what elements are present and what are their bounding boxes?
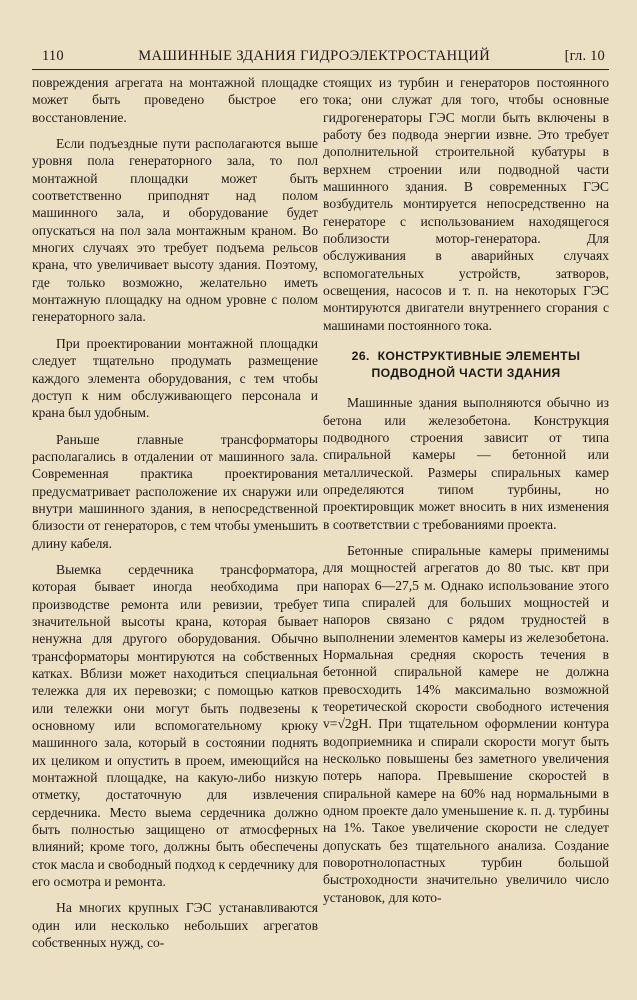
section-heading — [323, 348, 609, 382]
paragraph: стоящих из турбин и генераторов постоянного тока; они служат для того, чтобы основные гидрогенераторы ГЭС могли быть включены в работу без подвода энергии извне. Это требует дополнительной строительной кубатуры в верхнем строении или подводной части машинного здания. В современных ГЭС возбудитель монтируется непосредственно на генераторе с использованием находящегося поблизости мотор-генератора. Для обслуживания в аварийных случаях вспомогательных устройств, затворов, освещения, насосов и т. п. на некоторых ГЭС монтируются двигатели внутреннего сгорания с машинами постоянного тока. — [323, 75, 609, 333]
paragraph: Бетонные спиральные камеры применимы для мощностей агрегатов до 80 тыс. квт при напорах 6—27,5 м. Однако использование этого типа спиралей для больших мощностей и напоров связано с рядом трудностей в выполнении элементов камеры из железобетона. Нормальная средняя скорость течения в бетонной спиральной камере не должна превосходить 14% максимально возможной теоретической скорости свободного истечения v=√2gH. При тщательном оформлении контура водоприемника и спирали скорости могут быть несколько повышены без заметного увеличения потерь напора. Превышение скоростей в спиральной камере на 60% над нормальными в одном проекте дало уменьшение к. п. д. турбины на 1%. Такое увеличение скорости не следует допускать без тщательного анализа. Создание поворотнолопастных турбин большой быстроходности значительно увеличило число установок, для кото- — [323, 542, 609, 905]
left-column — [32, 74, 318, 952]
section-title: КОНСТРУКТИВНЫЕ ЭЛЕМЕНТЫ ПОДВОДНОЙ ЧАСТИ ЗДАНИЯ — [371, 349, 581, 381]
running-title: МАШИННЫЕ ЗДАНИЯ ГИДРОЭЛЕКТРОСТАНЦИЙ — [138, 48, 491, 64]
right-column — [323, 74, 609, 952]
page-number: 110 — [42, 48, 64, 64]
paragraph: Машинные здания выполняются обычно из бетона или железобетона. Конструкция подводного строения зависит от типа спиральной камеры — бетонной или металлической. Размеры спиральных камер определяются типом турбины, но проектировщик может вносить в них изменения в соответствии с требованиями проекта. — [323, 395, 609, 532]
paragraph: Если подъездные пути располагаются выше уровня пола генераторного зала, то пол монтажной площадки может быть соответственно приподнят над полом машинного зала, и оборудование будет опускаться на пол зала монтажным краном. Во многих случаях это требует подъема рельсов крана, что увеличивает высоту здания. Поэтому, где только возможно, желательно иметь монтажную площадку на одном уровне с полом генераторного зала. — [32, 136, 318, 325]
paragraph: Выемка сердечника трансформатора, которая бывает иногда необходима при производстве ремонта или ревизии, требует значительной высоты крана, которая бывает ненужна для другого оборудования. Обычно трансформаторы монтируются на собственных катках. Вблизи может находиться специальная тележка для их перевозки; с помощью катков или тележки они могут быть подвезены к основному или вспомогательному крюку машинного зала, который в состоянии поднять их целиком и опустить в проем, имеющийся на монтажной площадке, на какую-либо низкую отметку, достаточную для извлечения сердечника. Место выема сердечника должно быть полностью защищено от атмосферных влияний; кроме того, должны быть обеспечены сток масла и свободный подход к сердечнику для его осмотра и ремонта. — [32, 561, 318, 890]
paragraph: повреждения агрегата на монтажной площадке может быть проведено быстрое его восстановление. — [32, 75, 318, 125]
chapter-reference: [гл. 10 — [564, 48, 605, 64]
text-columns — [32, 74, 609, 952]
paragraph: На многих крупных ГЭС устанавливаются один или несколько небольших агрегатов собственных нужд, со- — [32, 900, 318, 951]
running-header — [32, 48, 609, 70]
paragraph: Раньше главные трансформаторы располагались в отдалении от машинного зала. Современная практика проектирования предусматривает расположение их снаружи или внутри машинного здания, в непосредственной близости от генераторов, с тем чтобы уменьшить длину кабеля. — [32, 431, 318, 551]
section-number: 26. — [351, 349, 370, 364]
paragraph: При проектировании монтажной площадки следует тщательно продумать размещение каждого элемента оборудования, с тем чтобы доступ к ним обслуживающего персонала и крана был удобным. — [32, 335, 318, 421]
